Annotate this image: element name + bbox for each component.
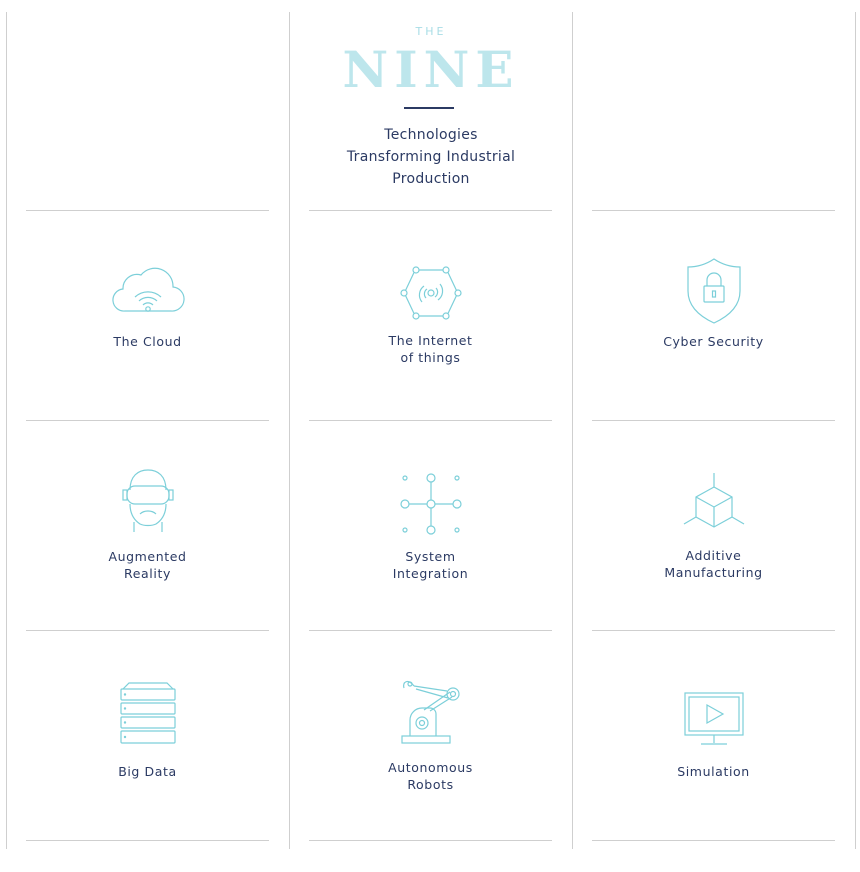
eyebrow-text: THE	[415, 25, 447, 38]
label-line: Manufacturing	[664, 565, 763, 580]
tech-card-label	[26, 763, 269, 780]
label-line: Autonomous	[388, 760, 473, 775]
tech-card-label	[309, 332, 552, 366]
label-line: Simulation	[677, 764, 750, 779]
column-divider	[855, 12, 856, 849]
page-subtitle	[290, 124, 572, 190]
tech-card-label	[592, 547, 835, 581]
label-line: Reality	[124, 566, 171, 581]
label-line: The Internet	[388, 333, 473, 348]
tech-card-system-integration[interactable]	[309, 421, 552, 631]
label-line: Big Data	[118, 764, 177, 779]
tech-card-big-data[interactable]	[26, 631, 269, 841]
page-title: NINE	[342, 40, 520, 99]
tech-card-autonomous-robots[interactable]	[309, 631, 552, 841]
robot-arm-icon	[400, 676, 462, 746]
tech-card-label	[592, 333, 835, 350]
column-divider	[6, 12, 7, 849]
label-line: Cyber Security	[663, 334, 764, 349]
tech-card-label	[26, 333, 269, 350]
tech-card-cyber-security[interactable]	[592, 211, 835, 421]
label-line: System	[405, 549, 456, 564]
label-line: Integration	[392, 566, 469, 581]
subtitle-line: Technologies	[384, 127, 478, 143]
cube-icon	[682, 473, 746, 529]
label-line: Additive	[685, 548, 742, 563]
cloud-wifi-icon	[111, 261, 185, 319]
label-line: of things	[400, 350, 461, 365]
iot-network-icon	[400, 264, 462, 322]
tech-card-label	[26, 548, 269, 582]
tech-card-additive-manufacturing[interactable]	[592, 421, 835, 631]
label-line: The Cloud	[113, 334, 182, 349]
label-line: Robots	[407, 777, 454, 792]
shield-lock-icon	[685, 257, 743, 325]
monitor-play-icon	[683, 691, 745, 747]
label-line: Augmented	[108, 549, 187, 564]
title-underline	[404, 107, 454, 109]
server-stack-icon	[119, 681, 177, 747]
tech-card-label	[592, 763, 835, 780]
system-nodes-icon	[399, 472, 463, 536]
vr-headset-icon	[122, 468, 174, 536]
subtitle-line: Production	[392, 171, 470, 187]
tech-card-label	[309, 548, 552, 582]
column-divider	[572, 12, 573, 849]
tech-card-cloud[interactable]	[26, 211, 269, 421]
tech-card-iot[interactable]	[309, 211, 552, 421]
tech-card-augmented-reality[interactable]	[26, 421, 269, 631]
tech-card-label	[309, 759, 552, 793]
subtitle-line: Transforming Industrial	[346, 149, 516, 165]
tech-card-simulation[interactable]	[592, 631, 835, 841]
